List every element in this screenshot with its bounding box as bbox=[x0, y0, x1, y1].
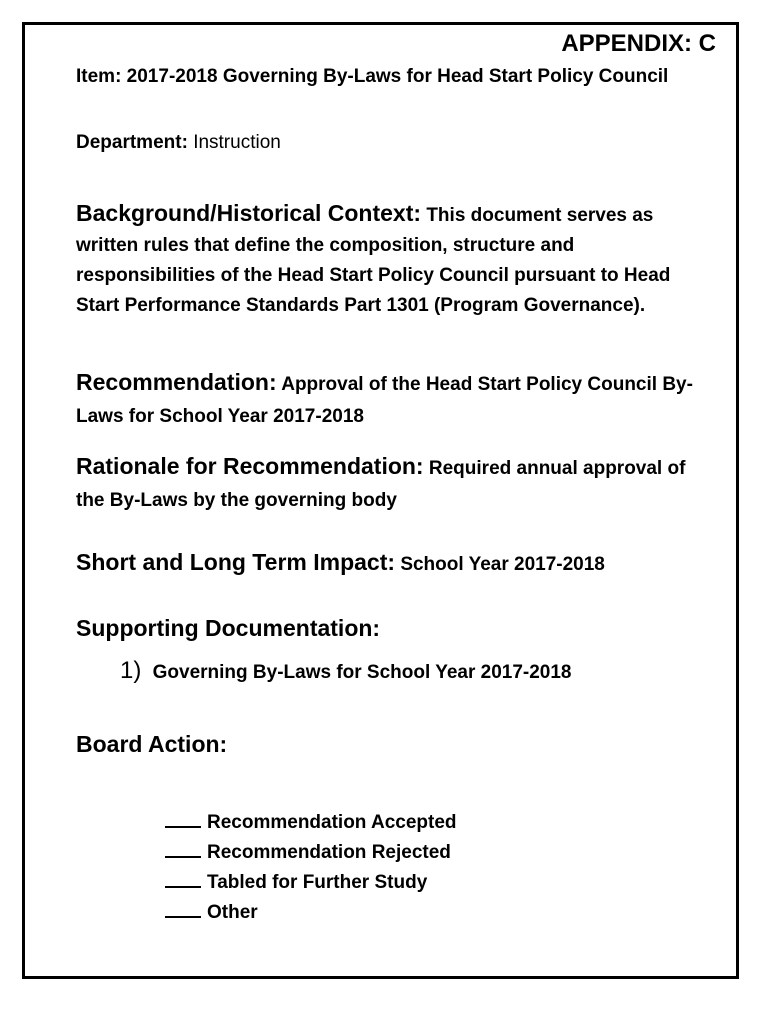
impact-text: School Year 2017-2018 bbox=[400, 554, 605, 575]
rationale-text: Required annual approval of the By-Laws by the governing body bbox=[76, 458, 686, 511]
department-value: Instruction bbox=[193, 132, 281, 153]
recommendation-section bbox=[76, 366, 716, 433]
board-option-label: Recommendation Accepted bbox=[207, 812, 457, 833]
supporting-item-number: 1) bbox=[120, 657, 142, 684]
checkbox-blank-line[interactable] bbox=[165, 825, 201, 828]
board-option-rejected[interactable] bbox=[165, 838, 457, 868]
rationale-section bbox=[76, 450, 716, 517]
background-section bbox=[76, 198, 716, 321]
board-action-options bbox=[165, 808, 457, 928]
recommendation-label: Recommendation: bbox=[76, 369, 277, 395]
board-option-label: Other bbox=[207, 902, 258, 923]
checkbox-blank-line[interactable] bbox=[165, 855, 201, 858]
background-text: This document serves as written rules that define the composition, structure and responsibilities of the Head Start Policy Council pursuant to Head Start Performance Standards Part 1301 (Program Governance). bbox=[76, 205, 671, 316]
background-label: Background/Historical Context: bbox=[76, 200, 422, 226]
checkbox-blank-line[interactable] bbox=[165, 885, 201, 888]
board-action-label: Board Action: bbox=[76, 731, 228, 757]
board-option-accepted[interactable] bbox=[165, 808, 457, 838]
item-title: Item: 2017-2018 Governing By-Laws for Head Start Policy Council bbox=[76, 66, 669, 87]
appendix-label: APPENDIX: C bbox=[561, 30, 716, 57]
impact-label: Short and Long Term Impact: bbox=[76, 549, 396, 575]
impact-section bbox=[76, 549, 605, 576]
checkbox-blank-line[interactable] bbox=[165, 915, 201, 918]
board-option-label: Recommendation Rejected bbox=[207, 842, 451, 863]
board-option-label: Tabled for Further Study bbox=[207, 872, 428, 893]
board-option-tabled[interactable] bbox=[165, 868, 457, 898]
supporting-item bbox=[120, 657, 572, 685]
supporting-item-text: Governing By-Laws for School Year 2017-2018 bbox=[152, 662, 572, 683]
supporting-label: Supporting Documentation: bbox=[76, 615, 381, 641]
rationale-label: Rationale for Recommendation: bbox=[76, 453, 424, 479]
department-label: Department: bbox=[76, 132, 188, 153]
board-option-other[interactable] bbox=[165, 898, 457, 928]
recommendation-text: Approval of the Head Start Policy Council By-Laws for School Year 2017-2018 bbox=[76, 374, 693, 427]
department-line bbox=[76, 132, 281, 154]
